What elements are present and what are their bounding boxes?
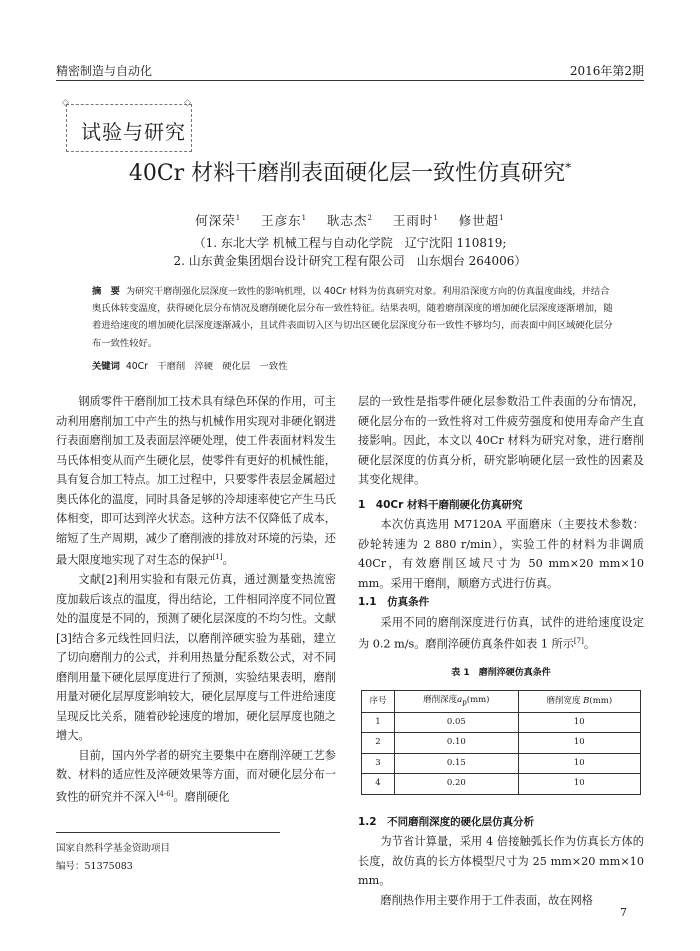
issue-label: 2016年第2期 — [569, 64, 644, 78]
journal-name: 精密制造与自动化 — [56, 64, 153, 78]
author: 王彦东 — [261, 213, 302, 228]
paragraph: 磨削热作用主要作用于工件表面，故在网格 — [380, 893, 593, 907]
paragraph: 钢质零件干磨削加工技术具有绿色环保的作用，可主动利用磨削加工中产生的热与机械作用实现对非硬化钢进行表面磨削加工及表面层淬硬处理，使工件表面材料发生马氏体相变从而产生硬化层，使零件有更好的机械性能，具有复合加工特点。加工过程中，只要零件表层金属超过奥氏体化的温度，同时具备足够的冷却速率使它产生马氏体相变，即可达到淬火状态。这种方法不仅降低了成本，缩短了生产周期，减少了磨削液的排放对环境的污染，还最大限度地实现了对生态的保护[1]。 — [56, 395, 336, 567]
right-column — [358, 392, 644, 910]
affiliation-2: 2. 山东黄金集团烟台设计研究工程有限公司 山东烟台 264006） — [173, 254, 527, 268]
citation: [7] — [573, 637, 584, 645]
section-heading: 1 40Cr 材料干磨削硬化仿真研究 — [358, 498, 523, 511]
author: 修世超 — [458, 213, 500, 228]
table-header: 磨削宽度 B(mm) — [518, 690, 640, 712]
abstract — [92, 283, 616, 352]
paragraph: 为节省计算量，采用 4 倍接触弧长作为仿真长方体的长度，故仿真的长方体模型尺寸为 25 mm×20 mm×10 mm。 — [358, 835, 644, 888]
paragraph: 本次仿真选用 M7120A 平面磨床（主要技术参数：砂轮转速为 2 880 r/min），实验工件的材料为非调质 40Cr，有效磨削区域尺寸为 50 mm×20 mm×10 mm。采用干磨削，顺磨方式进行仿真。 — [358, 518, 644, 590]
table-header: 序号 — [362, 690, 395, 712]
citation: [4-6] — [156, 789, 174, 798]
page-number: 7 — [620, 906, 627, 919]
table-row: 3 0.15 10 — [362, 753, 641, 774]
abstract-label: 摘 要 — [92, 286, 120, 297]
table-header: 磨削深度$a_p(mm)$ — [395, 690, 519, 712]
author-list: 何深荣$^1$ 王彦东$^1$ 耿志杰$^2$ 王雨时$^1$ 修世超$^1$ — [195, 213, 505, 228]
corner-ornament-icon: ◇ — [184, 98, 191, 108]
footnote-grant-number: 编号：51375083 — [56, 861, 133, 872]
paper-title — [0, 156, 700, 187]
section-label: 试验与研究 — [81, 120, 186, 144]
table-header-row — [362, 690, 641, 712]
keywords-label: 关键词 — [92, 361, 120, 372]
title-text: 40Cr 材料干磨削表面硬化层一致性仿真研究 — [128, 161, 566, 186]
paragraph: 目前，国内外学者的研究主要集中在磨削淬硬工艺参数、材料的适应性及淬硬效果等方面，而对硬化层分布一致性的研究并不深入[4-6]。磨削硬化 — [56, 748, 336, 804]
author: 王雨时 — [392, 213, 434, 228]
affiliation-1: （1. 东北大学 机械工程与自动化学院 辽宁沈阳 110819; — [193, 236, 507, 250]
header-rule — [56, 80, 644, 81]
paragraph: 文献[2]利用实验和有限元仿真，通过测量变热流密度加载后该点的温度，得出结论，工件相同淬度不同位置处的温度是不同的，预测了硬化层深度的不均匀性。文献[3]结合多元线性回归法，以磨削淬硬实验为基础，建立了切向磨削力的公式，并利用热量分配系数公式，对不同磨削用量下硬化层厚度进行了预测，实验结果表明，磨削用量对硬化层厚度影响较大，硬化层厚度与工件进给速度呈现反比关系，随着砂轮速度的增加，硬化层厚度也随之增大。 — [56, 573, 336, 743]
table-caption: 表 1 磨削淬硬仿真条件 — [451, 668, 551, 679]
section-label-box — [66, 104, 192, 152]
subsection-heading: 1.2 不同磨削深度的硬化层仿真分析 — [358, 815, 535, 828]
table-row: 2 0.10 10 — [362, 733, 641, 754]
table-row: 4 0.20 10 — [362, 774, 641, 795]
footnote-funding: 国家自然科学基金资助项目 — [56, 843, 171, 854]
author: 何深荣 — [195, 213, 236, 228]
keywords — [92, 358, 616, 375]
footnote-rule — [56, 832, 280, 833]
paragraph: 采用不同的磨削深度进行仿真，试件的进给速度设定为 0.2 m/s。磨削淬硬仿真条件如表 1 所示[7]。 — [358, 615, 644, 651]
abstract-text: 为研究干磨削强化层深度一致性的影响机理，以 40Cr 材料为仿真研究对象。利用沿深度方向的仿真温度曲线，并结合奥氏体转变温度，获得硬化层分布情况及磨削硬化层分布一致性特征。结果表明，随着磨削深度的增加硬化层深度逐渐增加，随着进给速度的增加硬化层深度逐渐减小，且试件表面切入区与切出区硬化层深度分布一致性不够均匀，而表面中间区域硬化层分布一致性较好。 — [92, 286, 613, 349]
paragraph: 层的一致性是指零件硬化层参数沿工件表面的分布情况，硬化层分布的一致性将对工件疲劳强度和使用寿命产生直接影响。因此，本文以 40Cr 材料为研究对象，进行磨削硬化层深度的仿真分析，研究影响硬化层一致性的因素及其变化规律。 — [358, 395, 644, 486]
subsection-heading: 1.1 仿真条件 — [358, 596, 430, 608]
title-footnote-mark: * — [565, 160, 572, 175]
corner-ornament-icon: ◇ — [62, 98, 69, 108]
left-column — [56, 392, 336, 807]
table-row: 1 0.05 10 — [362, 712, 641, 733]
keywords-text: 40Cr 干磨削 淬硬 硬化层 一致性 — [125, 361, 288, 372]
author: 耿志杰 — [327, 213, 368, 228]
simulation-conditions-table — [361, 690, 641, 795]
citation: [1] — [212, 553, 223, 561]
